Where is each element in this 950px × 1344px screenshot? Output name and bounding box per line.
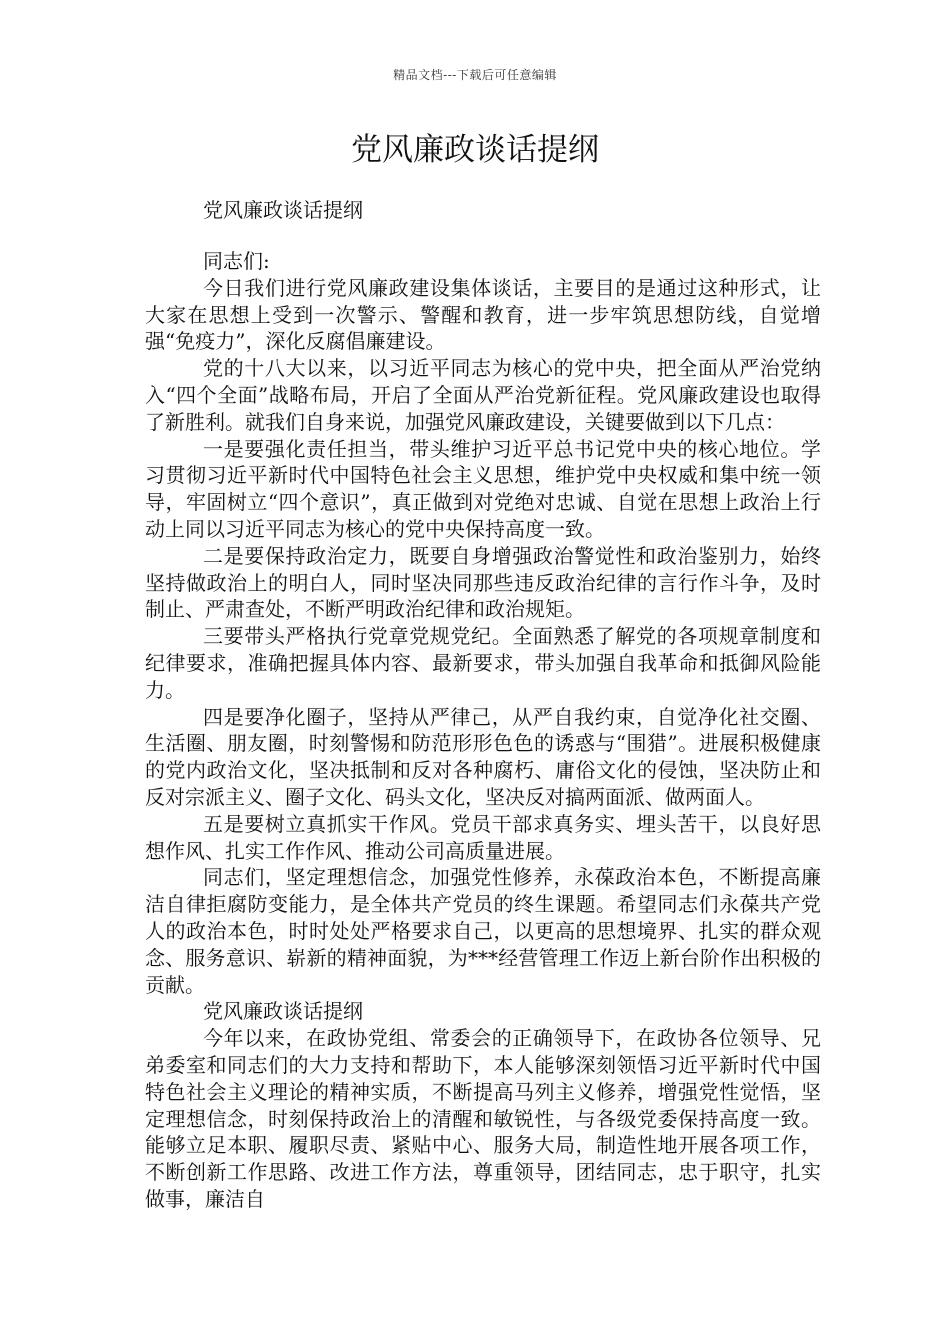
paragraph: 今年以来，在政协党组、常委会的正确领导下，在政协各位领导、兄弟委室和同志们的大力支持和帮助下，本人能够深刻领悟习近平新时代中国特色社会主义理论的精神实质，不断提高马列主义修养，增强党性觉悟，坚定理想信念，时刻保持政治上的清醒和敏锐性，与各级党委保持高度一致。能够立足本职、履职尽责、紧贴中心、服务大局，制造性地开展各项工作，不断创新工作思路、改进工作方法，尊重领导，团结同志，忠于职守，扎实做事，廉洁自 [145,1026,821,1211]
paragraph: 一是要强化责任担当，带头维护习近平总书记党中央的核心地位。学习贯彻习近平新时代中国特色社会主义思想，维护党中央权威和集中统一领导，牢固树立“四个意识”，真正做到对党绝对忠诚、自觉在思想上政治上行动上同以习近平同志为核心的党中央保持高度一致。 [145,436,821,541]
paragraph: 三要带头严格执行党章党规党纪。全面熟悉了解党的各项规章制度和纪律要求，准确把握具体内容、最新要求，带头加强自我革命和抵御风险能力。 [145,624,821,702]
document-subtitle: 党风廉政谈话提纲 [203,198,363,222]
document-body [145,248,821,1213]
paragraph-greeting: 同志们: [203,249,270,273]
paragraph: 党的十八大以来，以习近平同志为核心的党中央，把全面从严治党纳入“四个全面”战略布局，开启了全面从严治党新征程。党风廉政建设也取得了新胜利。就我们自身来说，加强党风廉政建设，关键要做到以下几点： [145,356,821,434]
paragraph: 今日我们进行党风廉政建设集体谈话，主要目的是通过这种形式，让大家在思想上受到一次警示、警醒和教育，进一步牢筑思想防线，自觉增强“免疫力”，深化反腐倡廉建设。 [145,275,821,354]
paragraph: 四是要净化圈子，坚持从严律己，从严自我约束，自觉净化社交圈、生活圈、朋友圈，时刻警惕和防范形形色色的诱惑与“围猎”。进展积极健康的党内政治文化，坚决抵制和反对各种腐朽、庸俗文化的侵蚀，坚决防止和反对宗派主义、圈子文化、码头文化，坚决反对搞两面派、做两面人。 [145,704,821,809]
header-note: 精品文档---下载后可任意编辑 [393,68,557,82]
section-heading: 党风廉政谈话提纲 [203,999,363,1024]
paragraph: 五是要树立真抓实干作风。党员干部求真务实、埋头苦干，以良好思想作风、扎实工作作风、推动公司高质量进展。 [145,811,821,863]
paragraph: 二是要保持政治定力，既要自身增强政治警觉性和政治鉴别力，始终坚持做政治上的明白人，同时坚决同那些违反政治纪律的言行作斗争，及时制止、严肃查处，不断严明政治纪律和政治规矩。 [145,543,821,622]
document-title: 党风廉政谈话提纲 [351,132,599,168]
paragraph: 同志们，坚定理想信念，加强党性修养，永葆政治本色，不断提高廉洁自律拒腐防变能力，是全体共产党员的终生课题。希望同志们永葆共产党人的政治本色，时时处处严格要求自己，以更高的思想境界、扎实的群众观念、服务意识、崭新的精神面貌，为***经营管理工作迈上新台阶作出积极的贡献。 [145,865,821,997]
